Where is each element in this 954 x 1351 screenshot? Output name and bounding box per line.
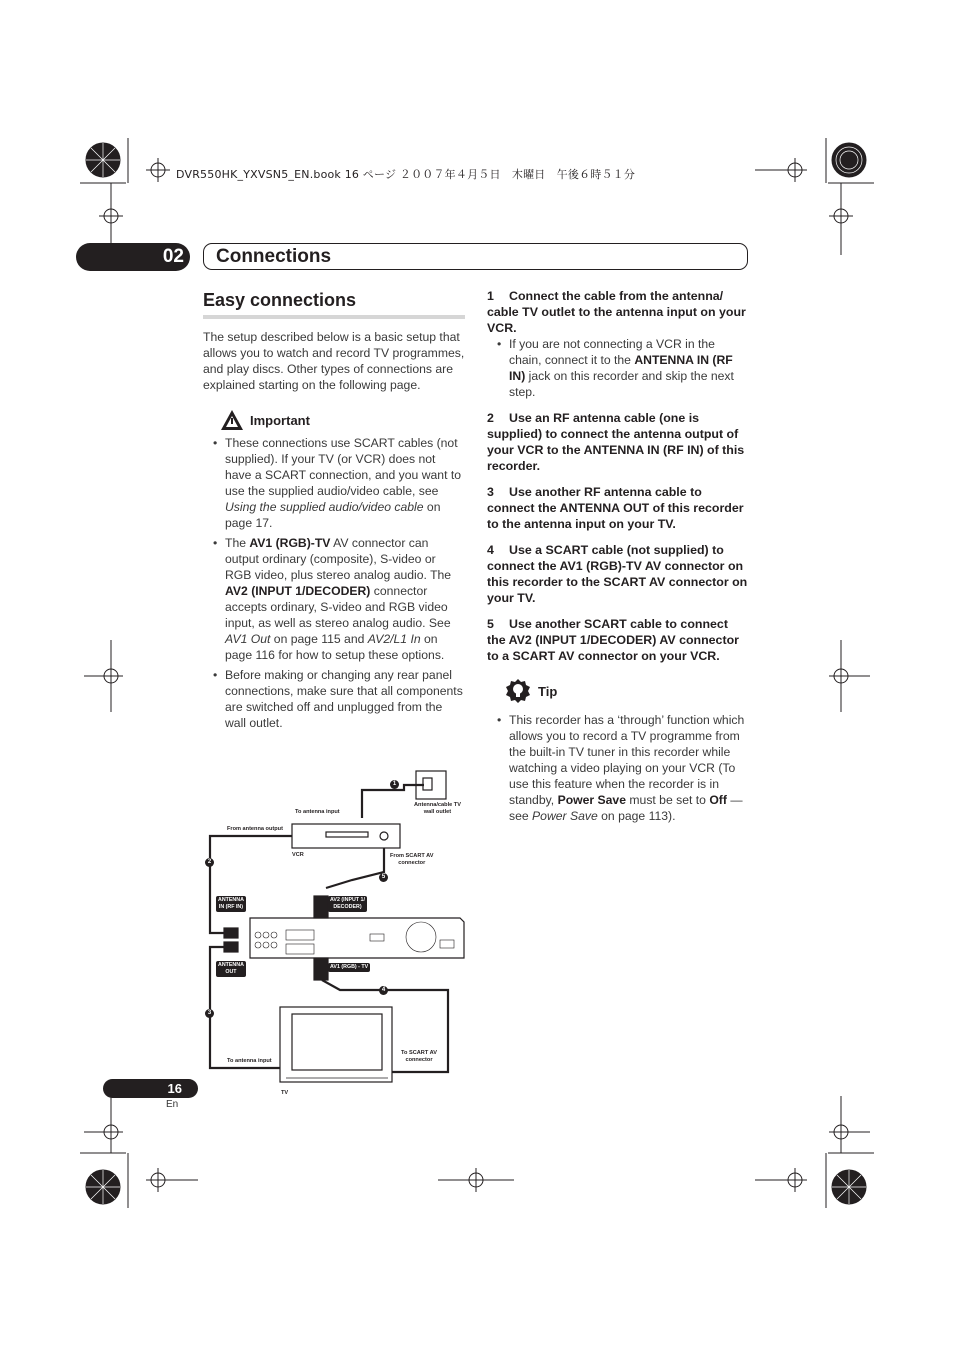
chapter-number: 02 — [76, 243, 190, 271]
tip-heading: Tip — [504, 678, 749, 704]
diagram-step-1: 1 — [390, 780, 399, 789]
right-column — [487, 288, 749, 828]
step-2: 2 Use an RF antenna cable (one is supplied) to connect the antenna output of your VCR to the ANTENNA IN (RF IN) of this recorder. — [487, 411, 745, 473]
warning-icon — [220, 409, 244, 431]
tip-list — [487, 712, 749, 824]
page-language: En — [166, 1099, 179, 1110]
diagram-tag-av2: AV2 (INPUT 1/ DECODER) — [330, 897, 365, 910]
diagram-tag-antenna-in: ANTENNA IN (RF IN) — [218, 897, 244, 910]
lightbulb-icon — [504, 678, 532, 704]
list-item: • This recorder has a ‘through’ function which allows you to record a TV programme from the built-in TV tuner in this recorder while watching a video playing on your VCR (To use this feature when the recorder is in standby, Power Save must be set to Off — see Power Save on page 113). — [487, 712, 749, 824]
list-item: • These connections use SCART cables (not supplied). If your TV (or VCR) does not have a SCART connection, and you want to use the supplied audio/video cable, see Using the supplied audio/video cable on page 17. — [203, 435, 465, 531]
diagram-label-vcr: VCR — [292, 852, 304, 858]
step-3: 3 Use another RF antenna cable to connect the ANTENNA OUT of this recorder to the antenna input on your TV. — [487, 485, 744, 531]
diagram-tag-antenna-out: ANTENNA OUT — [218, 962, 244, 975]
list-item: • Before making or changing any rear panel connections, make sure that all components are switched off and unplugged from the wall outlet. — [203, 667, 465, 731]
diagram-label-to-scart: To SCART AV connector — [401, 1050, 437, 1063]
diagram-step-5: 5 — [379, 873, 388, 882]
list-item: • The AV1 (RGB)-TV AV connector can output ordinary (composite), S-video or RGB video, plus stereo analog audio. The AV2 (INPUT 1/DECODER) connector accepts ordinary, S-video and RGB video input, as well as stereo analog audio. See AV1 Out on page 115 and AV2/L1 In on page 116 for how to setup these options. — [203, 535, 465, 663]
diagram-label-from-scart: From SCART AV connector — [390, 853, 434, 866]
section-title: Easy connections — [203, 288, 465, 319]
diagram-label-from-antenna-output: From antenna output — [227, 826, 283, 832]
section-intro: The setup described below is a basic setup that allows you to watch and record TV programmes, and play discs. Other types of connections are explained starting on the following page. — [203, 330, 465, 392]
diagram-label-antenna-outlet: Antenna/cable TV wall outlet — [414, 802, 461, 815]
list-item: • If you are not connecting a VCR in the chain, connect it to the ANTENNA IN (RF IN) jack on this recorder and skip the next step. — [487, 336, 749, 400]
step-5: 5 Use another SCART cable to connect the AV2 (INPUT 1/DECODER) AV connector to a SCART AV connector on your VCR. — [487, 617, 739, 663]
chapter-title: Connections — [216, 246, 332, 267]
step-1: 1 Connect the cable from the antenna/ cable TV outlet to the antenna input on your VCR. • If you are not connecting a VCR in the chain, connect it to the ANTENNA IN (RF IN) jack on this recorder and skip the next step. — [487, 288, 749, 400]
print-header: DVR550HK_YXVSN5_EN.book 16 ページ ２００７年４月５日 木曜日 午後６時５１分 — [176, 168, 636, 181]
page-number: 16 — [103, 1079, 198, 1098]
diagram-label-vcr-antenna-input: To antenna input — [295, 809, 340, 815]
diagram-tag-av1: AV1 (RGB) - TV — [330, 964, 369, 970]
left-column — [203, 288, 465, 735]
important-list — [203, 435, 465, 731]
diagram-step-2: 2 — [205, 858, 214, 867]
diagram-step-4: 4 — [379, 986, 388, 995]
diagram-label-tv-antenna-input: To antenna input — [227, 1058, 272, 1064]
diagram-step-3: 3 — [205, 1009, 214, 1018]
important-heading: Important — [220, 409, 465, 431]
step-4: 4 Use a SCART cable (not supplied) to connect the AV1 (RGB)-TV AV connector on this recorder to the SCART AV connector on your TV. — [487, 543, 748, 605]
diagram-label-tv: TV — [281, 1090, 289, 1096]
